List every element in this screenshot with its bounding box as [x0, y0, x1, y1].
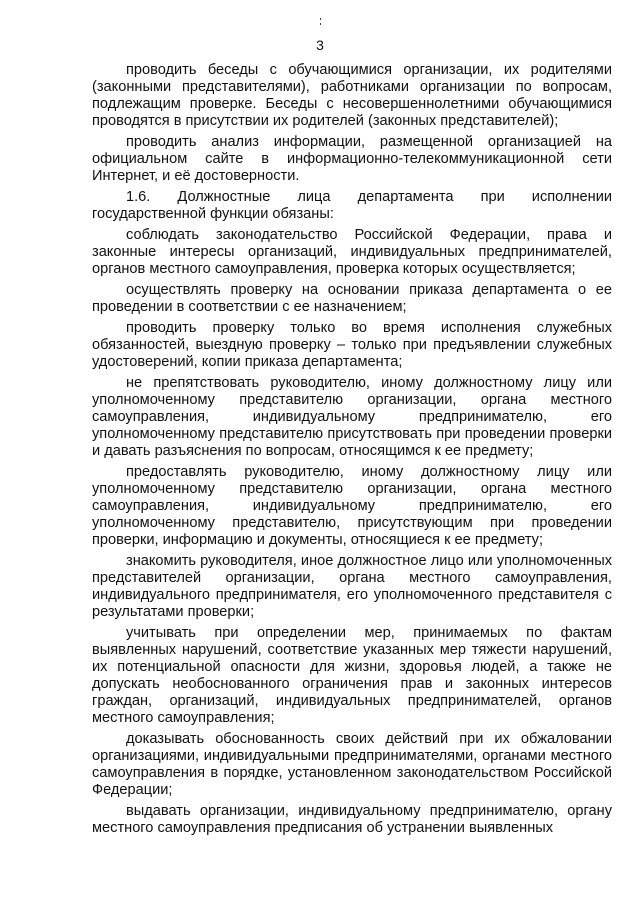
scan-speck	[320, 18, 321, 20]
document-body	[92, 62, 612, 841]
paragraph: предоставлять руководителю, иному должностному лицу или уполномоченному представителю организации, органа местного самоуправления, индивидуальному предпринимателю, его уполномоченному представителю, присутствующим при проведении проверки, информацию и документы, относящиеся к ее предмету;	[92, 464, 612, 548]
paragraph: проводить беседы с обучающимися организации, их родителями (законными представителями), работниками организации по вопросам, подлежащим проверке. Беседы с несовершеннолетними обучающимися проводятся в присутствии их родителей (законных представителей);	[92, 62, 612, 129]
paragraph: 1.6. Должностные лица департамента при исполнении государственной функции обязаны:	[92, 189, 612, 222]
page-number: 3	[316, 37, 324, 53]
paragraph: выдавать организации, индивидуальному предпринимателю, органу местного самоуправления предписания об устранении выявленных	[92, 803, 612, 836]
paragraph: соблюдать законодательство Российской Федерации, права и законные интересы организаций, индивидуальных предпринимателей, органов местного самоуправления, проверка которых осуществляется;	[92, 227, 612, 277]
paragraph: осуществлять проверку на основании приказа департамента о ее проведении в соответствии с ее назначением;	[92, 282, 612, 315]
paragraph: доказывать обоснованность своих действий при их обжаловании организациями, индивидуальными предпринимателями, органами местного самоуправления в порядке, установленном законодательством Российской Федерации;	[92, 731, 612, 798]
paragraph: знакомить руководителя, иное должностное лицо или уполномоченных представителей организации, органа местного самоуправления, индивидуального предпринимателя, его уполномоченного представителя с результатами проверки;	[92, 553, 612, 620]
scan-speck	[320, 23, 321, 25]
paragraph: не препятствовать руководителю, иному должностному лицу или уполномоченному представителю организации, органа местного самоуправления, индивидуальному предпринимателю, его уполномоченному представителю присутствовать при проведении проверки и давать разъяснения по вопросам, относящимся к ее предмету;	[92, 375, 612, 459]
paragraph: проводить проверку только во время исполнения служебных обязанностей, выездную проверку – только при предъявлении служебных удостоверений, копии приказа департамента;	[92, 320, 612, 370]
paragraph: проводить анализ информации, размещенной организацией на официальном сайте в информационно-телекоммуникационной сети Интернет, и её достоверности.	[92, 134, 612, 184]
paragraph: учитывать при определении мер, принимаемых по фактам выявленных нарушений, соответствие указанных мер тяжести нарушений, их потенциальной опасности для жизни, здоровья людей, а также не допускать необоснованного ограничения прав и законных интересов граждан, организаций, индивидуальных предпринимателей, органов местного самоуправления;	[92, 625, 612, 726]
